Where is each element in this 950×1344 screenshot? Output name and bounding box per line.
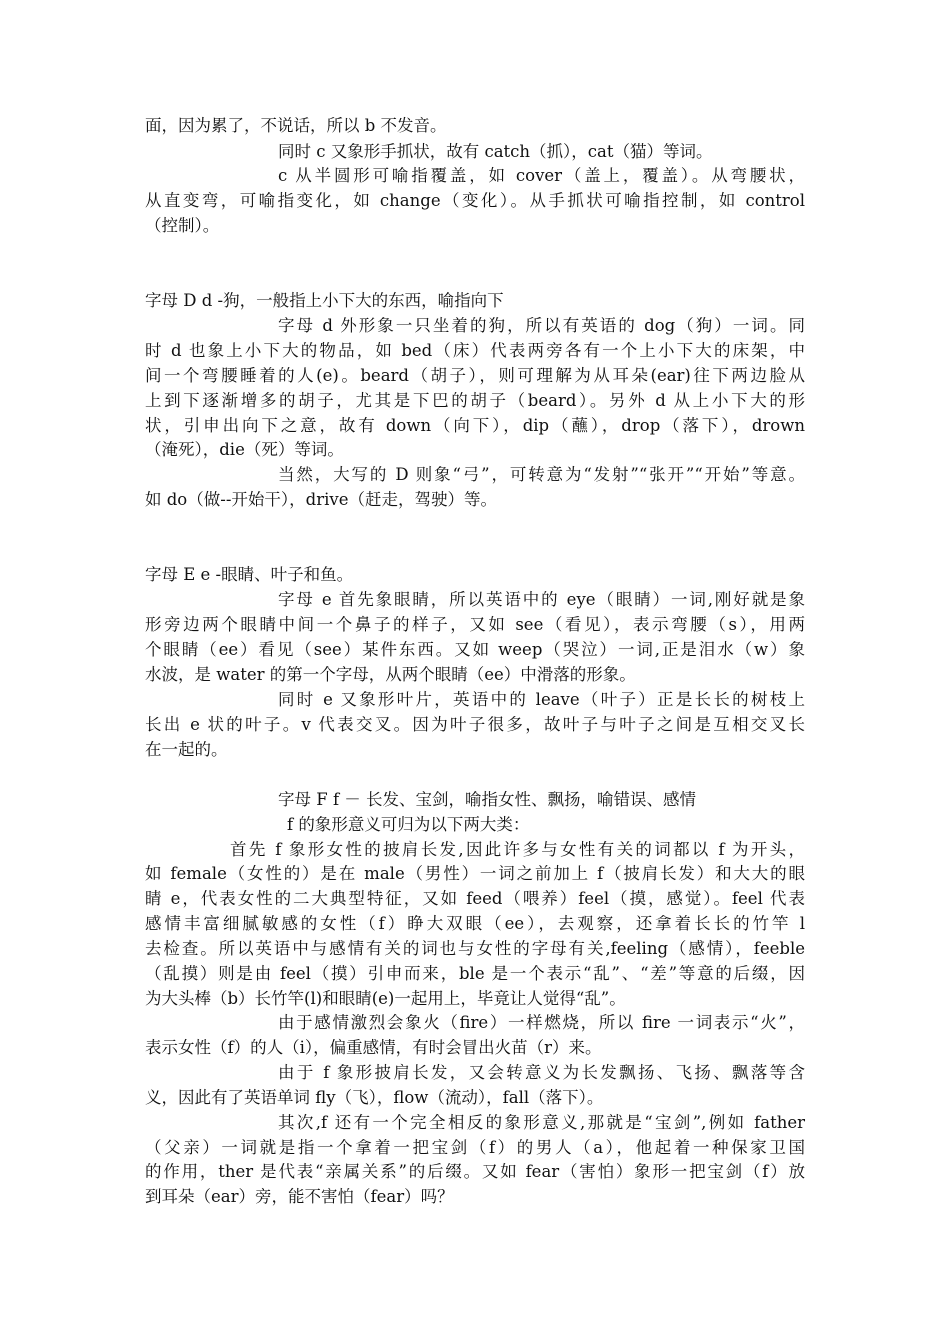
text-line: 为大头棒（b）长竹竿(l)和眼睛(e)一起用上，毕竟让人觉得“乱”。	[145, 989, 626, 1008]
text-line: 其次,f 还有一个完全相反的象形意义,那就是“宝剑”,例如 father	[278, 1113, 805, 1132]
text-line: 到耳朵（ear）旁，能不害怕（fear）吗？	[145, 1187, 454, 1206]
text-line: 去检查。所以英语中与感情有关的词也与女性的字母有关,feeling（感情），feeble	[145, 939, 805, 958]
text-line: 首先 f 象形女性的披肩长发,因此许多与女性有关的词都以 f 为开头，	[230, 840, 805, 859]
text-line: 状，引申出向下之意，故有 down（向下），dip（蘸），drop（落下），drown	[145, 416, 805, 435]
text-line: （父亲）一词就是指一个拿着一把宝剑（f）的男人（a），他起着一种保家卫国	[145, 1138, 805, 1157]
text-line: 字母 d 外形象一只坐着的狗，所以有英语的 dog（狗）一词。同	[278, 316, 805, 335]
text-line: 上到下逐渐增多的胡子，尤其是下巴的胡子（beard）。另外 d 从上小下大的形	[145, 391, 805, 410]
text-line: 字母 e 首先象眼睛，所以英语中的 eye（眼睛）一词,刚好就是象	[278, 590, 805, 609]
text-line: 长出 e 状的叶子。v 代表交叉。因为叶子很多，故叶子与叶子之间是互相交叉长	[145, 715, 805, 734]
text-line: 由于感情激烈会象火（fire）一样燃烧，所以 fire 一词表示“火”，	[278, 1013, 805, 1032]
text-line: 如 female（女性的）是在 male（男性）一词之前加上 f（披肩长发）和大大的眼	[145, 864, 805, 883]
text-line: 形旁边两个眼睛中间一个鼻子的样子，又如 see（看见），表示弯腰（s），用两	[145, 615, 805, 634]
text-line: 表示女性（f）的人（i），偏重感情，有时会冒出火苗（r）来。	[145, 1038, 602, 1057]
text-line: （乱摸）则是由 feel（摸）引申而来，ble 是一个表示“乱”、“差”等意的后缀，因	[145, 964, 805, 983]
text-line: 的作用，ther 是代表“亲属关系”的后缀。又如 fear（害怕）象形一把宝剑（f）放	[145, 1162, 805, 1181]
section-heading-f: 字母 F f － 长发、宝剑，喻指女性、飘扬，喻错误、感情	[278, 790, 697, 809]
text-line: （淹死），die（死）等词。	[145, 440, 344, 459]
text-line: 感情丰富细腻敏感的女性（f）睁大双眼（ee），去观察，还拿着长长的竹竿 l	[145, 914, 805, 933]
text-line: 如 do（做--开始干），drive（赶走，驾驶）等。	[145, 490, 497, 509]
text-line: 由于 f 象形披肩长发，又会转意义为长发飘扬、飞扬、飘落等含	[278, 1063, 805, 1082]
text-line: 时 d 也象上小下大的物品，如 bed（床）代表两旁各有一个上小下大的床架，中	[145, 341, 805, 360]
section-heading-e: 字母 E e -眼睛、叶子和鱼。	[145, 565, 354, 584]
text-line: c 从半圆形可喻指覆盖，如 cover（盖上，覆盖）。从弯腰状，	[278, 166, 805, 185]
text-line: f 的象形意义可归为以下两大类：	[287, 815, 530, 834]
text-line: 个眼睛（ee）看见（see）某件东西。又如 weep（哭泣）一词,正是泪水（w）象	[145, 640, 805, 659]
text-line: 从直变弯，可喻指变化，如 change（变化）。从手抓状可喻指控制，如 control	[145, 191, 805, 210]
text-line: 同时 c 又象形手抓状，故有 catch（抓），cat（猫）等词。	[278, 142, 713, 161]
text-line: 同时 e 又象形叶片，英语中的 leave（叶子）正是长长的树枝上	[278, 690, 805, 709]
text-line: 在一起的。	[145, 740, 228, 759]
text-line: 水波，是 water 的第一个字母，从两个眼睛（ee）中滑落的形象。	[145, 665, 636, 684]
section-heading-d: 字母 D d -狗，一般指上小下大的东西，喻指向下	[145, 291, 504, 310]
text-line: 义，因此有了英语单词 fly（飞），flow（流动），fall（落下）。	[145, 1088, 604, 1107]
text-line: 睛 e，代表女性的二大典型特征，又如 feed（喂养）feel（摸，感觉）。feel 代表	[145, 889, 805, 908]
text-line: 当然，大写的 D 则象“弓”，可转意为“发射”“张开”“开始”等意。	[278, 465, 805, 484]
text-line: 面，因为累了，不说话，所以 b 不发音。	[145, 116, 447, 135]
text-line: 间一个弯腰睡着的人(e)。beard（胡子），则可理解为从耳朵(ear)往下两边脸从	[145, 366, 805, 385]
text-line: （控制）。	[145, 216, 220, 235]
